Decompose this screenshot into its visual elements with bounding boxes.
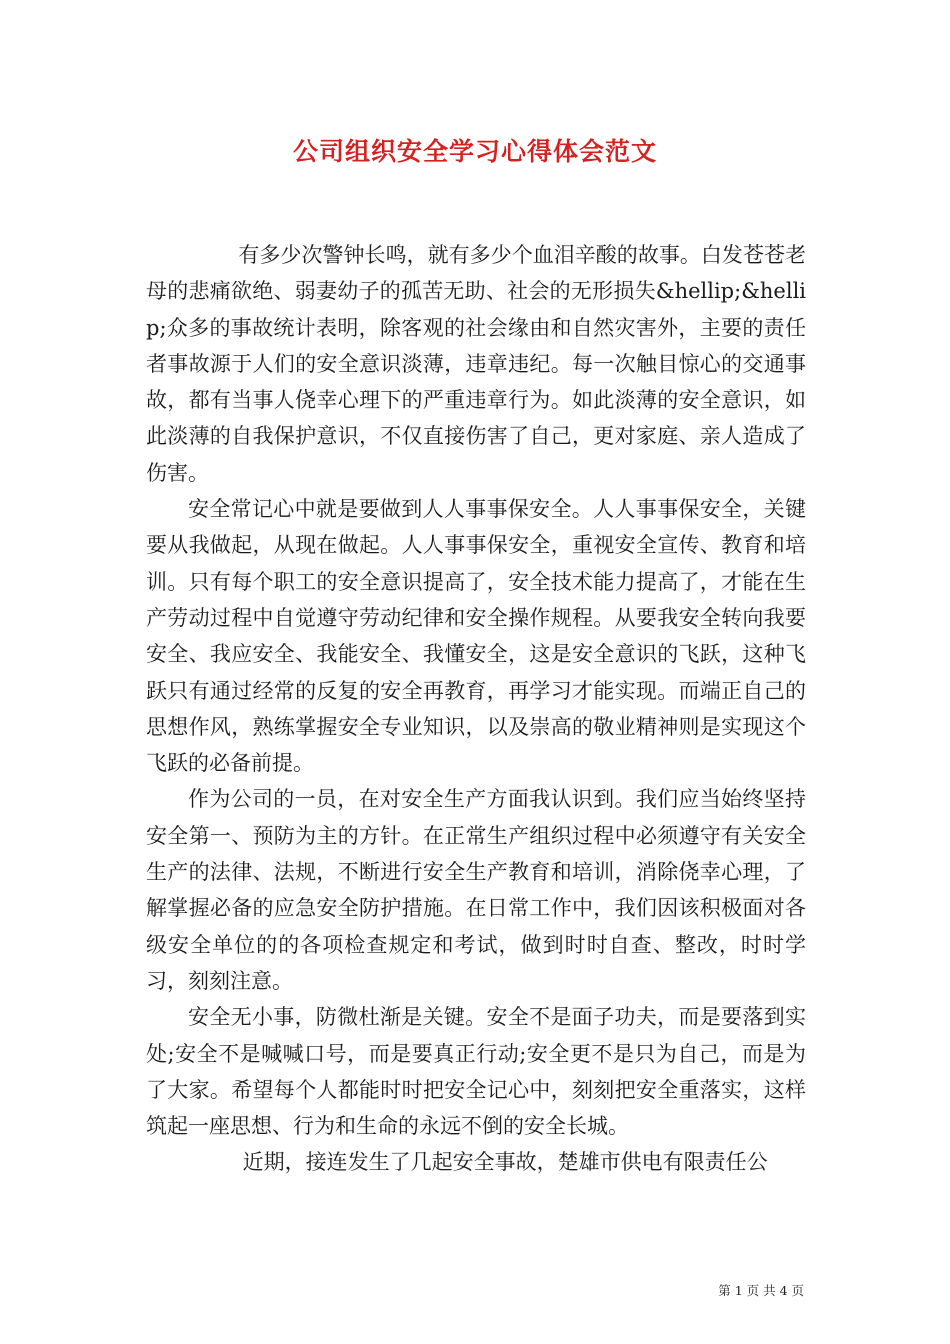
document-title: 公司组织安全学习心得体会范文	[292, 137, 657, 166]
paragraph-1: 有多少次警钟长鸣，就有多少个血泪辛酸的故事。白发苍苍老母的悲痛欲绝、弱妻幼子的孤苦无助、社会的无形损失&hellip;&hellip;众多的事故统计表明，除客观的社会缘由和自然灾害外，主要的责任者事故源于人们的安全意识淡薄，违章违纪。每一次触目惊心的交通事故，都有当事人侥幸心理下的严重违章行为。如此淡薄的安全意识，如此淡薄的自我保护意识，不仅直接伤害了自己，更对家庭、亲人造成了伤害。	[146, 243, 806, 485]
paragraph-3: 作为公司的一员，在对安全生产方面我认识到。我们应当始终坚持安全第一、预防为主的方针。在正常生产组织过程中必须遵守有关安全生产的法律、法规，不断进行安全生产教育和培训，消除侥幸心理，了解掌握必备的应急安全防护措施。在日常工作中，我们因该积极面对各级安全单位的的各项检查规定和考试，做到时时自查、整改，时时学习，刻刻注意。	[146, 787, 806, 993]
paragraph-4: 安全无小事，防微杜渐是关键。安全不是面子功夫，而是要落到实处;安全不是喊喊口号，而是要真正行动;安全更不是只为自己，而是为了大家。希望每个人都能时时把安全记心中，刻刻把安全重落实，这样筑起一座思想、行为和生命的永远不倒的安全长城。	[146, 1005, 806, 1139]
document-body	[146, 237, 806, 1181]
paragraph-2: 安全常记心中就是要做到人人事事保安全。人人事事保安全，关键要从我做起，从现在做起。人人事事保安全，重视安全宣传、教育和培训。只有每个职工的安全意识提高了，安全技术能力提高了，才能在生产劳动过程中自觉遵守劳动纪律和安全操作规程。从要我安全转向我要安全、我应安全、我能安全、我懂安全，这是安全意识的飞跃，这种飞跃只有通过经常的反复的安全再教育，再学习才能实现。而端正自己的思想作风，熟练掌握安全专业知识，以及崇高的敬业精神则是实现这个飞跃的必备前提。	[146, 497, 806, 776]
paragraph-5: 近期，接连发生了几起安全事故，楚雄市供电有限责任公	[242, 1150, 768, 1175]
page-number: 第 1 页 共 4 页	[718, 1283, 804, 1298]
